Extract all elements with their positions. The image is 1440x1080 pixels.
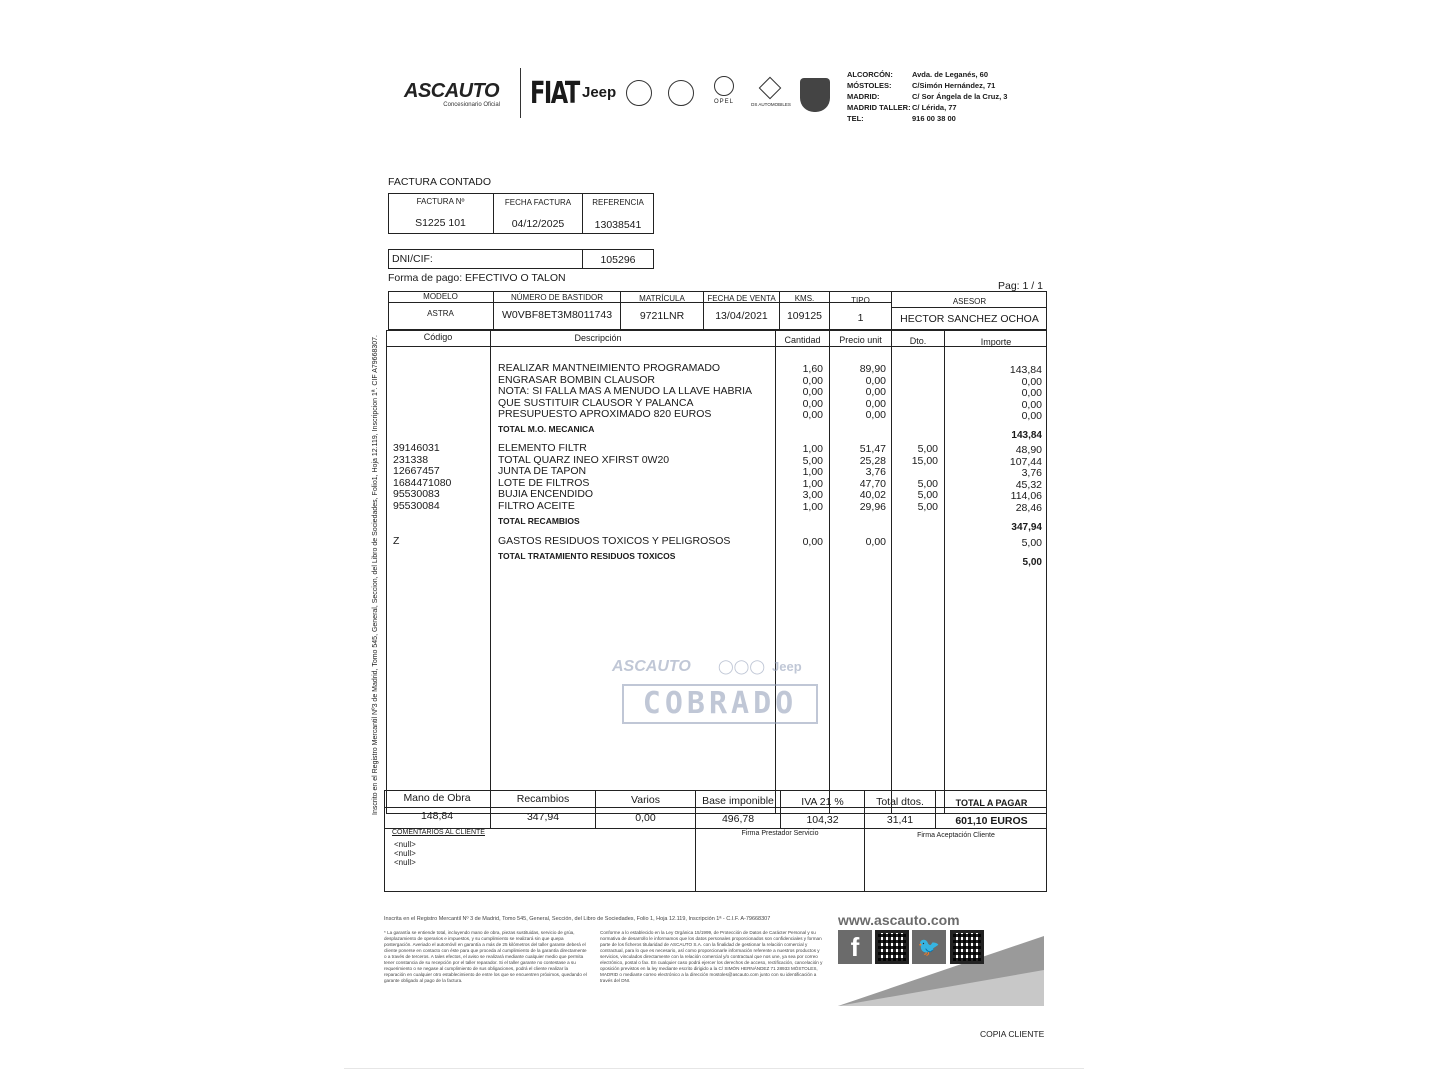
comment-line: <null>: [394, 840, 416, 849]
line-price: 89,90: [859, 363, 886, 375]
facebook-icon[interactable]: f: [838, 930, 872, 964]
other-value: 0,00: [635, 812, 656, 824]
invoice-title: FACTURA CONTADO: [388, 176, 492, 188]
line-price: 40,02: [859, 489, 886, 502]
line-qty: 1,60: [802, 363, 823, 375]
vehicle-vin: W0VBF8ET3M8011743: [501, 309, 613, 321]
line-amount: 45,32: [1015, 478, 1042, 491]
line-desc: QUE SUSTITUIR CLAUSOR Y PALANCA: [498, 396, 694, 409]
line-price: 0,00: [865, 397, 886, 410]
line-amount: 28,46: [1015, 502, 1042, 514]
stamp-cobrado: COBRADO: [622, 684, 818, 724]
comments-label: COMENTARIOS AL CLIENTE: [392, 829, 485, 836]
invoice-date-label: FECHA FACTURA: [504, 198, 572, 207]
payment-method: Forma de pago: EFECTIVO O TALON: [388, 272, 566, 284]
line-desc: ELEMENTO FILTR: [498, 442, 587, 454]
page-bottom-edge: [344, 1068, 1084, 1069]
address-block: [847, 70, 1047, 125]
taxable-base-label: Base imponible: [702, 795, 774, 807]
line-amount: 143,84: [1009, 364, 1042, 376]
section-total-label: TOTAL RECAMBIOS: [498, 515, 580, 526]
line-price: 0,00: [865, 374, 886, 387]
address-city: MADRID:: [847, 92, 880, 101]
vehicle-header-advisor: ASESOR: [952, 297, 987, 306]
line-amount: 0,00: [1021, 410, 1042, 423]
vehicle-plate: 9721LNR: [639, 310, 685, 322]
ds-logo-icon: [759, 77, 782, 100]
vehicle-type: 1: [857, 312, 864, 324]
peugeot-logo-icon: [800, 78, 830, 112]
invoice-reference-label: REFERENCIA: [592, 198, 644, 207]
line-price: 0,00: [865, 536, 886, 548]
divider: [891, 330, 892, 814]
invoice-reference: 13038541: [594, 219, 642, 231]
line-amount: 114,06: [1010, 490, 1042, 503]
address-line: [847, 103, 1047, 114]
ds-logo: [748, 80, 794, 114]
line-desc: TOTAL QUARZ INEO XFIRST 0W20: [498, 453, 670, 466]
section-total-value: 347,94: [1011, 521, 1042, 533]
line-price: 25,28: [859, 454, 886, 467]
cobrado-stamp: [612, 658, 818, 726]
line-qty: 3,00: [802, 489, 823, 502]
vehicle-advisor: HECTOR SANCHEZ OCHOA: [900, 313, 1039, 325]
opel-label: OPEL: [713, 99, 734, 105]
line-desc: LOTE DE FILTROS: [498, 476, 590, 489]
comment-line: <null>: [394, 858, 416, 867]
col-amount-header: Importe: [980, 337, 1012, 347]
twitter-icon[interactable]: 🐦: [912, 930, 946, 964]
invoice-number-label: FACTURA Nº: [416, 197, 465, 206]
line-desc: FILTRO ACEITE: [498, 500, 575, 512]
dealer-name: ASCAUTO: [404, 80, 500, 102]
divider: [490, 330, 491, 814]
labor-value: 148,84: [420, 810, 454, 822]
address-line: [847, 70, 1047, 81]
vehicle-header-vin: NÚMERO DE BASTIDOR: [510, 293, 603, 302]
section-total-value: 143,84: [1011, 430, 1042, 441]
line-amount: 0,00: [1021, 398, 1042, 411]
vehicle-header-sale-date: FECHA DE VENTA: [707, 294, 776, 303]
dni-code: 105296: [600, 254, 636, 266]
ascauto-logo: [404, 80, 504, 108]
line-code: 95530084: [393, 500, 440, 512]
col-discount-header: Dto.: [909, 336, 927, 346]
line-code: 231338: [393, 453, 429, 466]
ds-label: DS AUTOMOBILES: [751, 102, 791, 107]
website-link[interactable]: www.ascauto.com: [838, 912, 960, 928]
qr-code-facebook-icon: [875, 930, 909, 964]
line-desc: GASTOS RESIDUOS TOXICOS Y PELIGROSOS: [498, 535, 731, 547]
col-code-header: Código: [423, 332, 453, 342]
line-code: Z: [393, 535, 400, 547]
alfa-romeo-logo-icon: [626, 80, 652, 106]
vehicle-header-kms: KMS.: [794, 294, 815, 303]
parts-label: Recambios: [516, 793, 570, 805]
line-code: 1684471080: [393, 476, 452, 489]
total-to-pay-value: 601,10 EUROS: [955, 815, 1028, 827]
divider: [892, 307, 1047, 308]
col-quantity-header: Cantidad: [784, 335, 821, 345]
line-desc: PRESUPUESTO APROXIMADO 820 EUROS: [498, 408, 712, 421]
opel-logo: [704, 76, 744, 112]
line-desc: REALIZAR MANTNEIMIENTO PROGRAMADO: [498, 362, 721, 374]
line-price: 47,70: [859, 477, 886, 490]
labor-label: Mano de Obra: [403, 792, 471, 804]
line-amount: 48,90: [1015, 444, 1042, 456]
stamp-brand-icons: ◯◯◯: [718, 658, 766, 674]
legal-registry: Inscrita en el Registro Mercantil Nº 3 de Madrid, Tomo 545, General, Sección, del Libro de Sociedades, Folio 1, Hoja 12.119, Inscripción 1ª - C.I.F. A-79668307: [384, 916, 771, 922]
line-amount: 5,00: [1021, 537, 1042, 549]
side-registry-text: Inscrito en el Registro Mercantil Nº3 de Madrid, Tomo 545, General, Seccion, del Libro de Sociedades, Folio1, Hoja 12.119, Inscripcion 1ª. CIF A79668307.: [372, 335, 379, 815]
line-dto: 5,00: [917, 443, 938, 455]
provider-signature-label: Firma Prestador Servicio: [741, 830, 819, 837]
line-qty: 1,00: [802, 501, 823, 513]
line-amount: 0,00: [1021, 387, 1042, 400]
vehicle-sale-date: 13/04/2021: [715, 310, 768, 322]
address-city: ALCORCÓN:: [847, 70, 893, 79]
line-desc: BUJIA ENCENDIDO: [498, 488, 594, 501]
line-qty: 1,00: [802, 443, 823, 455]
legal-warranty: * La garantía se entiende total, incluyendo mano de obra, piezas sustituidas, servicio de grúa, desplazamiento de operarios e impuestos, y su cumplimiento se realizará sin que quepa postergación. Averiado el automóvil en garantía a más de 25 kilómetros del taller garante deberá el cliente ponerse en contacto con éste para que proceda al cumplimiento de la garantía directamente o a través de terceros. A tales efectos, el aviso se realizará mediante cualquier medio que permita tener constancia de su recepción por el taller reparador. Si el taller garante no contestase a su requerimiento o se negase al cumplimiento de sus obligaciones, podrá el cliente realizar la reparación en cualquier otro establecimiento de entre los que se encuentren próximos, quedando el garante obligado al pago de la factura.: [384, 930, 587, 983]
line-desc: ENGRASAR BOMBIN CLAUSOR: [498, 373, 655, 386]
line-code: 95530083: [393, 488, 440, 501]
dealer-subtitle: Concesionario Oficial: [443, 102, 500, 108]
address-street: Avda. de Leganés, 60: [912, 70, 989, 79]
total-to-pay-label: TOTAL A PAGAR: [955, 798, 1028, 808]
line-amount: 3,76: [1021, 467, 1042, 480]
line-price: 0,00: [865, 409, 886, 422]
client-signature-label: Firma Aceptación Cliente: [917, 832, 995, 839]
col-description-header: Descripción: [574, 333, 622, 343]
copy-label: COPIA CLIENTE: [980, 1029, 1045, 1039]
line-amount: 107,44: [1009, 455, 1042, 468]
line-price: 0,00: [865, 386, 886, 399]
vehicle-model: ASTRA: [427, 309, 454, 318]
vehicle-header-type: TIPO: [851, 296, 870, 305]
address-line: [847, 114, 1047, 125]
line-qty: 1,00: [802, 477, 823, 490]
invoice-number: S1225 101: [415, 217, 466, 229]
stamp-jeep: Jeep: [772, 659, 802, 674]
opel-logo-icon: [714, 76, 734, 96]
line-qty: 0,00: [802, 386, 823, 399]
stamp-dealer: ASCAUTO: [612, 658, 691, 675]
line-price: 29,96: [859, 501, 886, 513]
header-separator: [520, 68, 521, 118]
line-desc: JUNTA DE TAPON: [498, 465, 587, 478]
legal-privacy: Conforme a lo establecido en la Ley Orgánica 15/1999, de Protección de Datos de Carácter Personal y su normativa de desarrollo le informamos que los datos personales proporcionados son confidenciales y forman parte de los ficheros titularidad de ASCAUTO S.A. con la finalidad de gestionar la relación comercial y contractual, para lo que es necesario, así como proporcionarle información referente a nuestros productos y servicios, vinculados directamente con la relación comercial y/o contractual que nos une, ya sea por correo electrónico, postal o fax. En cualquier caso podrá ejercer los derechos de acceso, rectificación, cancelación y oposición previstos en la ley mediante escrito dirigido a la C/ SIMÓN HERNÁNDEZ 71 28933 MÓSTOLES, MADRID o mediante correo electrónico a la dirección mostoles@ascauto.com junto con su identificación a través del DNI.: [600, 930, 823, 983]
section-total-label: TOTAL TRATAMIENTO RESIDUOS TOXICOS: [498, 550, 676, 561]
address-street: C/Simón Hernández, 71: [912, 81, 996, 90]
vehicle-kms: 109125: [786, 310, 823, 322]
address-street: C/ Lérida, 77: [912, 103, 957, 112]
line-qty: 0,00: [802, 536, 823, 548]
line-qty: 0,00: [802, 374, 823, 387]
line-price: 51,47: [859, 443, 886, 455]
line-code: 12667457: [393, 465, 440, 478]
line-qty: 5,00: [802, 454, 823, 467]
total-discounts-label: Total dtos.: [876, 796, 924, 808]
address-city: TEL:: [847, 114, 864, 123]
vat-value: 104,32: [806, 814, 839, 826]
line-desc: NOTA: SI FALLA MAS A MENUDO LA LLAVE HABRIA: [498, 385, 753, 398]
jeep-logo: Jeep: [582, 84, 617, 101]
line-qty: 0,00: [802, 409, 823, 422]
dni-label: DNI/CIF:: [392, 253, 433, 265]
line-code: 39146031: [393, 442, 440, 454]
col-unit-price-header: Precio unit: [839, 335, 882, 345]
taxable-base-value: 496,78: [721, 813, 755, 825]
section-total-label: TOTAL M.O. MECANICA: [498, 424, 595, 434]
address-city: MÓSTOLES:: [847, 81, 892, 90]
page-number: Pag: 1 / 1: [998, 280, 1043, 292]
vat-label: IVA 21 %: [801, 796, 844, 808]
line-dto: 5,00: [917, 501, 938, 513]
address-street: C/ Sor Ángela de la Cruz, 3: [912, 92, 1008, 101]
other-label: Varios: [631, 794, 660, 806]
section-total-value: 5,00: [1022, 556, 1042, 568]
address-line: [847, 81, 1047, 92]
total-discounts-value: 31,41: [886, 814, 914, 826]
line-amount: 0,00: [1021, 375, 1042, 388]
abarth-logo-icon: [668, 80, 694, 106]
address-street: 916 00 38 00: [912, 114, 956, 123]
invoice-date: 04/12/2025: [511, 218, 565, 230]
line-price: 3,76: [865, 466, 886, 479]
line-dto: 5,00: [917, 477, 938, 490]
line-dto: 15,00: [911, 454, 938, 467]
vehicle-header-plate: MATRÍCULA: [639, 294, 685, 303]
fiat-logo: FIAT: [530, 76, 579, 111]
qr-code-twitter-icon: [950, 930, 984, 964]
vehicle-header-model: MODELO: [423, 292, 458, 301]
comment-line: <null>: [394, 849, 416, 858]
line-dto: 5,00: [917, 489, 938, 502]
line-qty: 1,00: [802, 466, 823, 479]
address-city: MADRID TALLER:: [847, 103, 911, 112]
parts-value: 347,94: [526, 811, 560, 823]
line-qty: 0,00: [802, 397, 823, 410]
address-line: [847, 92, 1047, 103]
